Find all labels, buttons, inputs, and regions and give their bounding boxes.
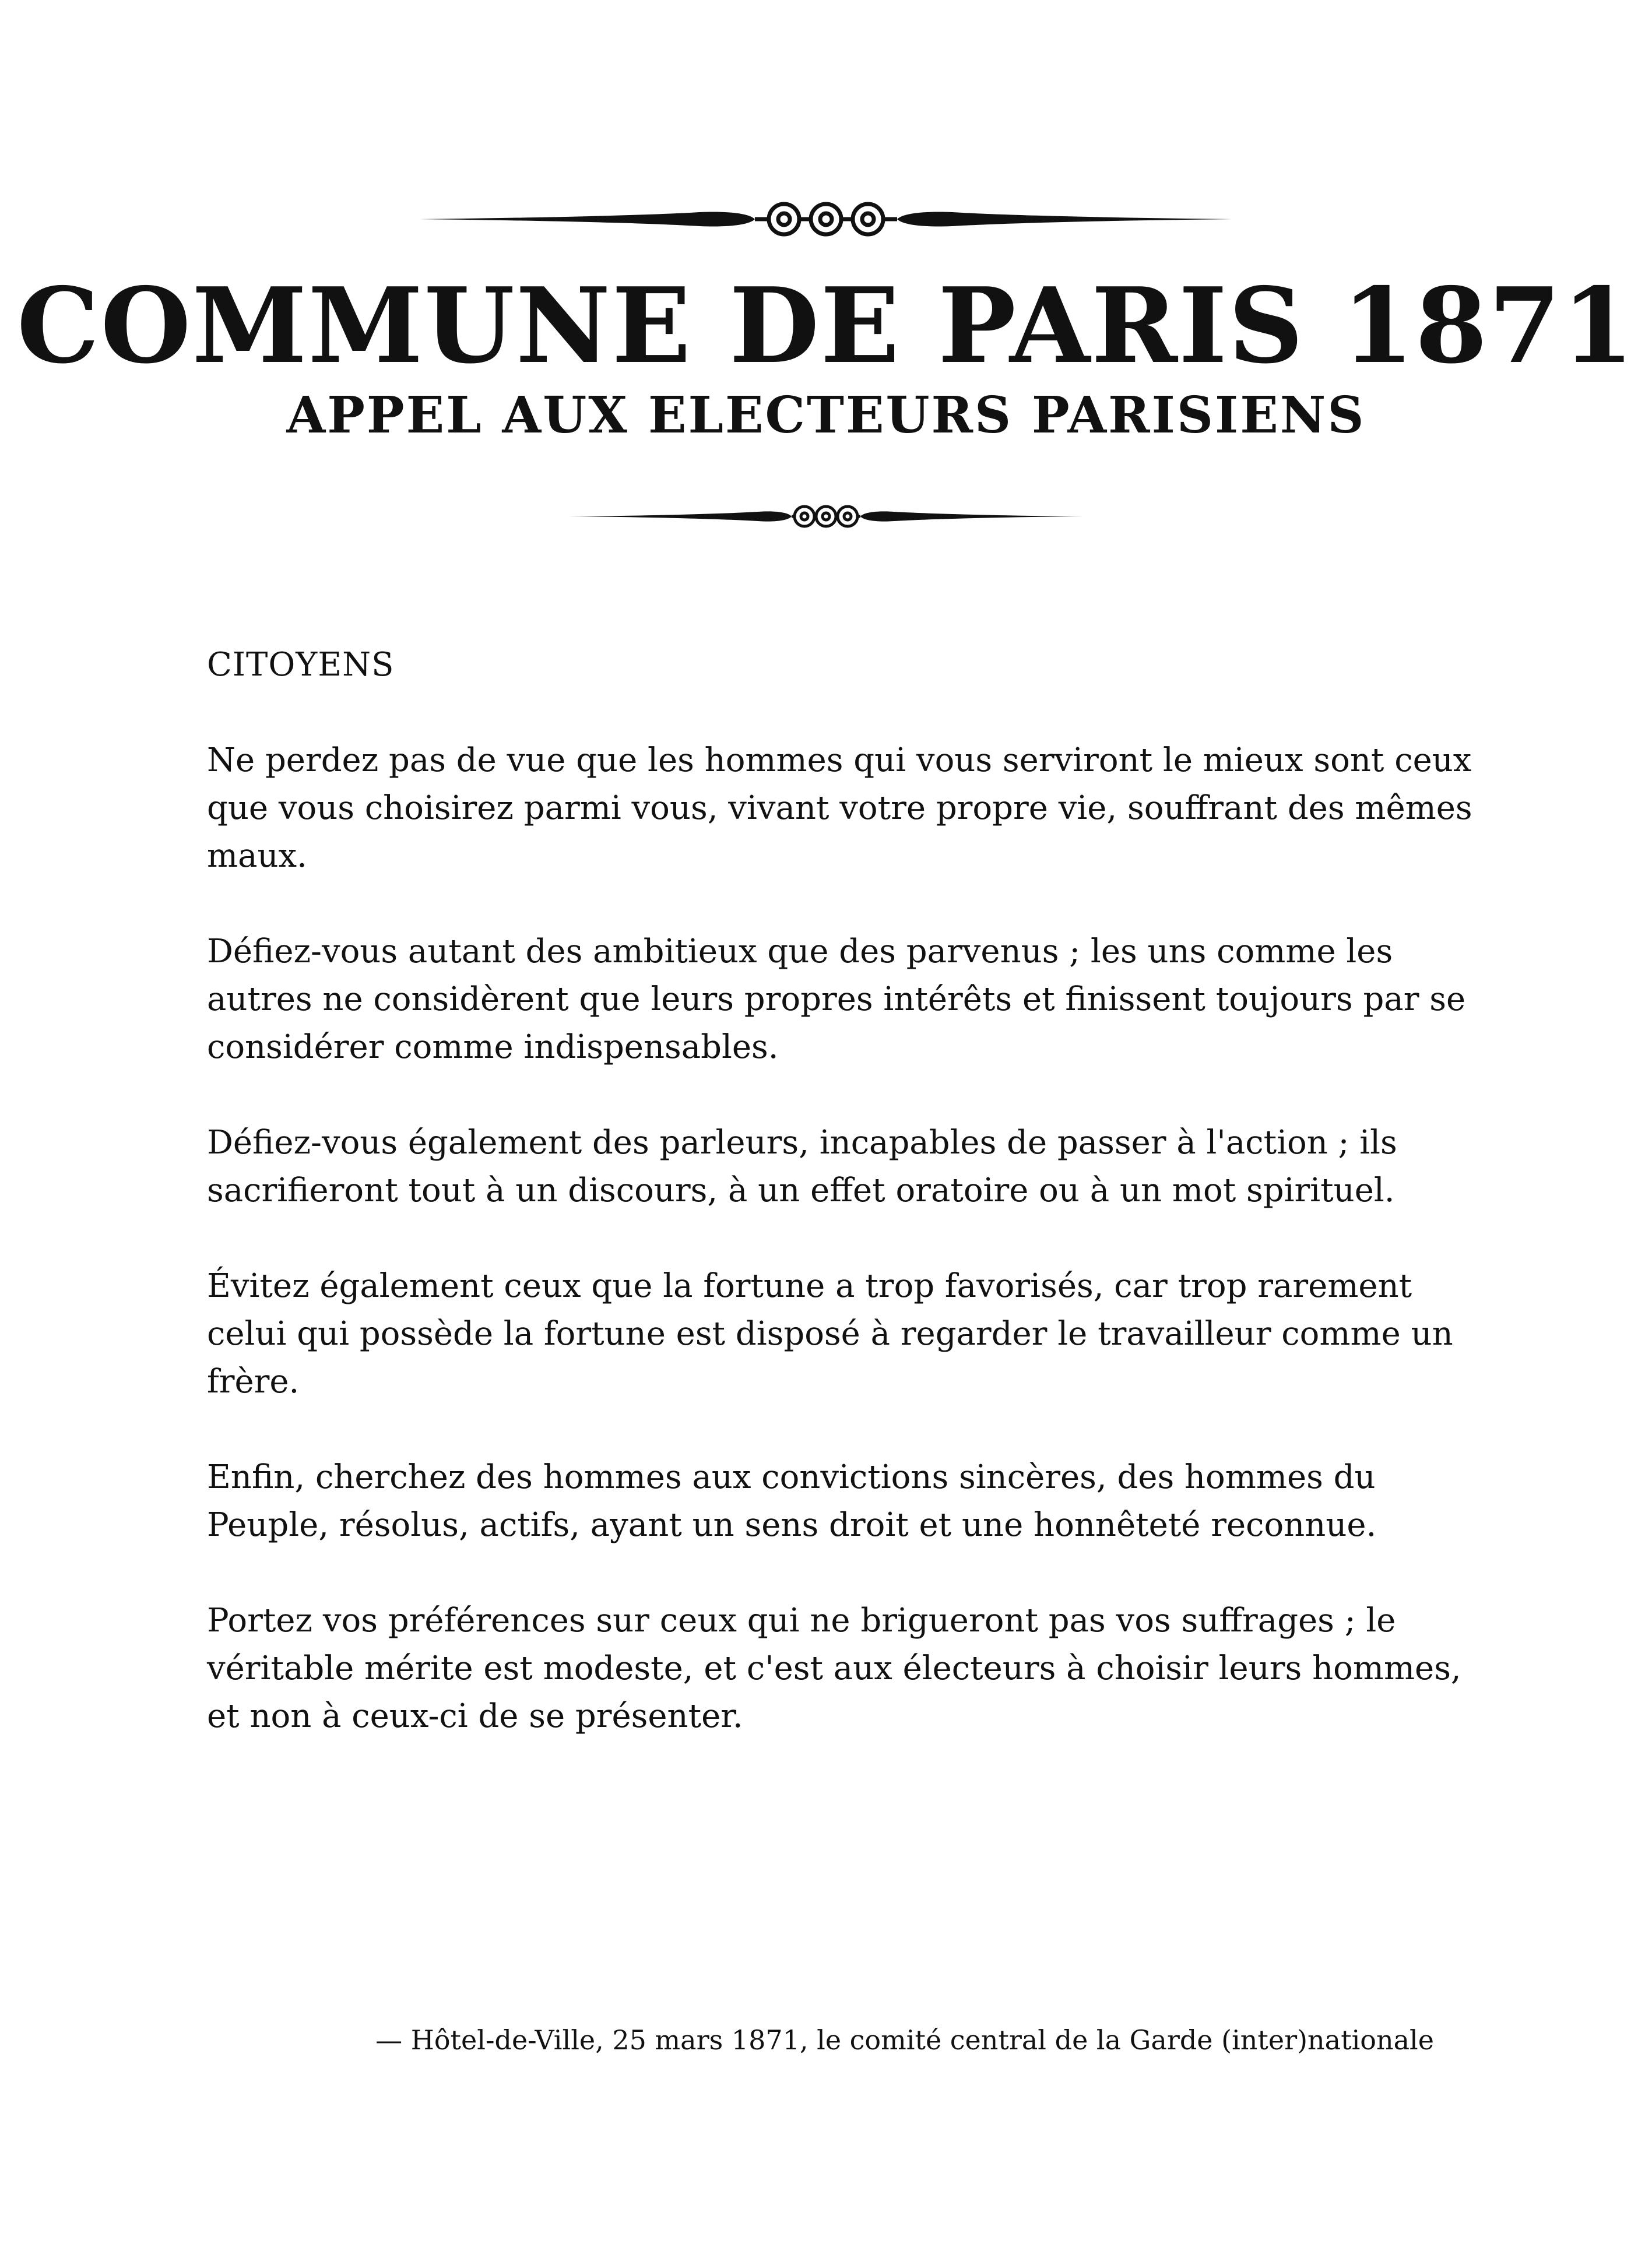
scroll-flourish-icon <box>0 192 1652 245</box>
page-title: COMMUNE DE PARIS 1871 <box>16 265 1636 386</box>
document-body <box>207 641 1478 1788</box>
paragraph: Enfin, cherchez des hommes aux convictions sincères, des hommes du Peuple, résolus, actifs, ayant un sens droit et une honnêteté reconnue. <box>207 1458 1377 1544</box>
paragraph: Évitez également ceux que la fortune a trop favorisés, car trop rarement celui qui possède la fortune est disposé à regarder le travailleur comme un frère. <box>207 1267 1453 1401</box>
signature-line: — Hôtel-de-Ville, 25 mars 1871, le comité central de la Garde (inter)nationale <box>375 2024 1434 2056</box>
paragraph: Défiez-vous autant des ambitieux que des parvenus ; les uns comme les autres ne considèrent que leurs propres intérêts et finissent toujours par se considérer comme indispensables. <box>207 933 1466 1066</box>
page-subtitle: APPEL AUX ELECTEURS PARISIENS <box>286 386 1366 445</box>
salutation: CITOYENS <box>207 646 395 684</box>
scroll-flourish-icon <box>0 495 1652 536</box>
paragraph: Ne perdez pas de vue que les hommes qui vous serviront le mieux sont ceux que vous choisirez parmi vous, vivant votre propre vie, souffrant des mêmes maux. <box>207 741 1472 875</box>
paragraph: Portez vos préférences sur ceux qui ne brigueront pas vos suffrages ; le véritable mérite est modeste, et c'est aux électeurs à choisir leurs hommes, et non à ceux-ci de se présenter. <box>207 1602 1461 1735</box>
paragraph: Défiez-vous également des parleurs, incapables de passer à l'action ; ils sacrifieront tout à un discours, à un effet oratoire ou à un mot spirituel. <box>207 1124 1397 1209</box>
